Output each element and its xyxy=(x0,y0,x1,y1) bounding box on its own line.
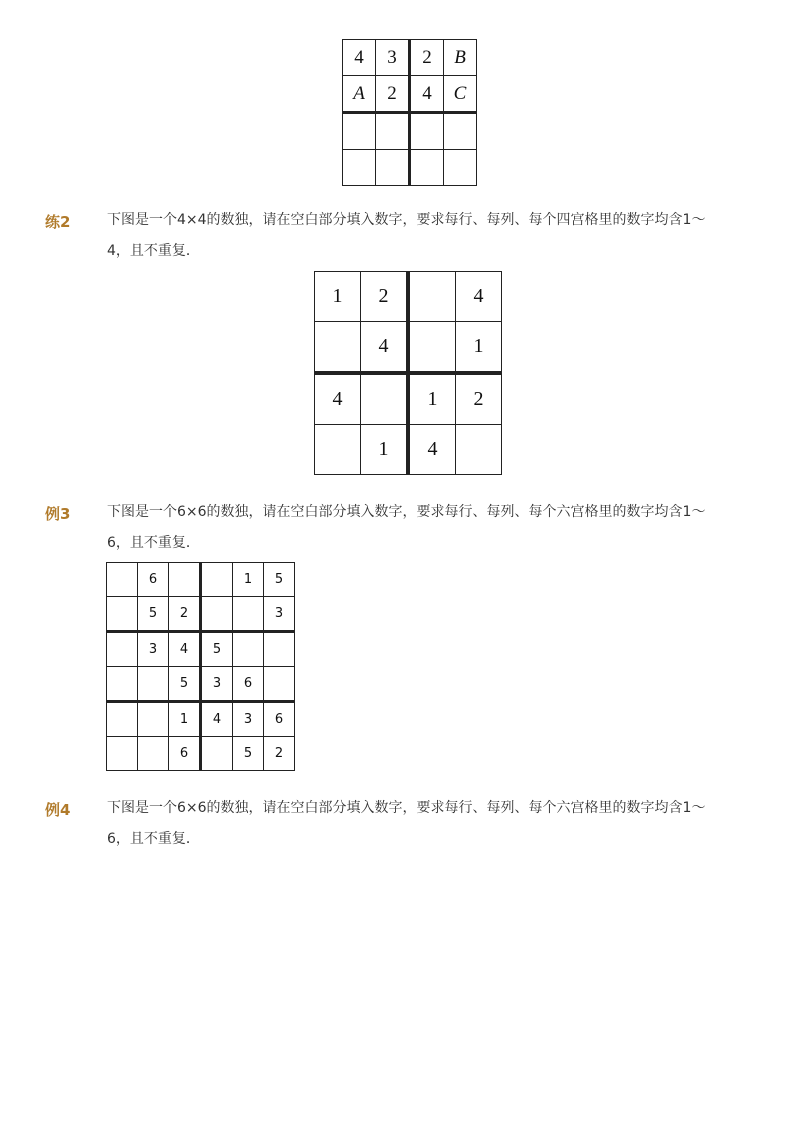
grid-cell xyxy=(376,150,410,186)
grid-cell xyxy=(410,150,444,186)
grid-cell xyxy=(444,150,477,186)
example-text-li3 xyxy=(107,497,717,559)
grid-cell: B xyxy=(444,40,477,76)
grid-cell: 5 xyxy=(233,737,264,771)
grid-cell xyxy=(201,563,233,597)
exercise-text-line2: 4，且不重复． xyxy=(107,243,200,259)
grid-row xyxy=(343,40,477,76)
grid-cell xyxy=(233,597,264,632)
grid-cell xyxy=(343,113,376,150)
grid-cell: 1 xyxy=(361,425,409,475)
grid-cell xyxy=(315,322,361,374)
grid-cell xyxy=(107,702,138,737)
grid-cell xyxy=(361,373,409,425)
grid-cell: 2 xyxy=(169,597,201,632)
grid-cell: 2 xyxy=(361,272,409,322)
grid-cell xyxy=(107,737,138,771)
grid-cell: A xyxy=(343,76,376,113)
grid-cell: 3 xyxy=(201,667,233,702)
grid-cell xyxy=(169,563,201,597)
grid-cell xyxy=(138,702,169,737)
grid-cell: 3 xyxy=(138,632,169,667)
example-text-li4 xyxy=(107,793,717,855)
grid-cell: 2 xyxy=(376,76,410,113)
grid-cell: 6 xyxy=(264,702,295,737)
grid-cell xyxy=(233,632,264,667)
grid-row xyxy=(107,737,295,771)
grid-cell: 6 xyxy=(169,737,201,771)
grid-cell: 4 xyxy=(408,425,456,475)
grid-cell: 5 xyxy=(201,632,233,667)
example-label-li4: 例4 xyxy=(45,801,71,819)
example-label-li3: 例3 xyxy=(45,505,71,523)
grid-row xyxy=(107,563,295,597)
grid-cell: C xyxy=(444,76,477,113)
grid-cell: 1 xyxy=(315,272,361,322)
grid-cell xyxy=(138,667,169,702)
grid-cell: 3 xyxy=(233,702,264,737)
grid-cell: 3 xyxy=(376,40,410,76)
grid-cell: 5 xyxy=(169,667,201,702)
grid-cell xyxy=(410,113,444,150)
grid-cell xyxy=(376,113,410,150)
grid-cell: 4 xyxy=(410,76,444,113)
exercise-label-lian2: 练2 xyxy=(45,213,71,231)
grid-cell: 2 xyxy=(456,373,502,425)
grid-cell xyxy=(315,425,361,475)
grid-cell xyxy=(408,272,456,322)
grid-row xyxy=(343,150,477,186)
grid-cell: 5 xyxy=(138,597,169,632)
grid-cell: 2 xyxy=(410,40,444,76)
grid-cell xyxy=(107,632,138,667)
exercise-text-line1: 下图是一个4×4的数独，请在空白部分填入数字，要求每行、每列、每个四宫格里的数字均含1～ xyxy=(107,212,706,228)
grid-cell xyxy=(201,737,233,771)
grid-cell xyxy=(138,737,169,771)
grid-cell xyxy=(444,113,477,150)
grid-row xyxy=(107,667,295,702)
grid-row xyxy=(315,425,502,475)
grid-cell: 1 xyxy=(456,322,502,374)
example-text-line1: 下图是一个6×6的数独，请在空白部分填入数字，要求每行、每列、每个六宫格里的数字均含1～ xyxy=(107,504,706,520)
grid-cell: 6 xyxy=(138,563,169,597)
example-text-line2: 6，且不重复． xyxy=(107,831,200,847)
grid-row xyxy=(107,702,295,737)
grid-cell: 4 xyxy=(456,272,502,322)
example-text-line2: 6，且不重复． xyxy=(107,535,200,551)
grid-cell xyxy=(264,632,295,667)
grid-cell: 6 xyxy=(233,667,264,702)
example-text-line1: 下图是一个6×6的数独，请在空白部分填入数字，要求每行、每列、每个六宫格里的数字均含1～ xyxy=(107,800,706,816)
grid-cell: 4 xyxy=(361,322,409,374)
grid-cell xyxy=(201,597,233,632)
grid-cell: 1 xyxy=(408,373,456,425)
grid-cell xyxy=(264,667,295,702)
grid-cell: 4 xyxy=(169,632,201,667)
grid-row xyxy=(315,272,502,322)
grid-cell: 1 xyxy=(233,563,264,597)
sudoku-grid-lian2 xyxy=(314,271,502,475)
grid-cell xyxy=(107,597,138,632)
grid-cell xyxy=(343,150,376,186)
grid-cell: 3 xyxy=(264,597,295,632)
grid-row xyxy=(343,113,477,150)
grid-cell xyxy=(456,425,502,475)
grid-row xyxy=(315,322,502,374)
grid-row xyxy=(343,76,477,113)
grid-cell: 5 xyxy=(264,563,295,597)
sudoku-grid-li3 xyxy=(106,562,295,771)
grid-cell: 4 xyxy=(201,702,233,737)
grid-cell: 4 xyxy=(343,40,376,76)
grid-row xyxy=(107,632,295,667)
grid-cell xyxy=(408,322,456,374)
grid-cell xyxy=(107,667,138,702)
grid-cell xyxy=(107,563,138,597)
sudoku-grid-top xyxy=(342,39,477,186)
grid-cell: 4 xyxy=(315,373,361,425)
exercise-text-lian2 xyxy=(107,205,717,267)
grid-cell: 2 xyxy=(264,737,295,771)
grid-cell: 1 xyxy=(169,702,201,737)
grid-row xyxy=(315,373,502,425)
grid-row xyxy=(107,597,295,632)
